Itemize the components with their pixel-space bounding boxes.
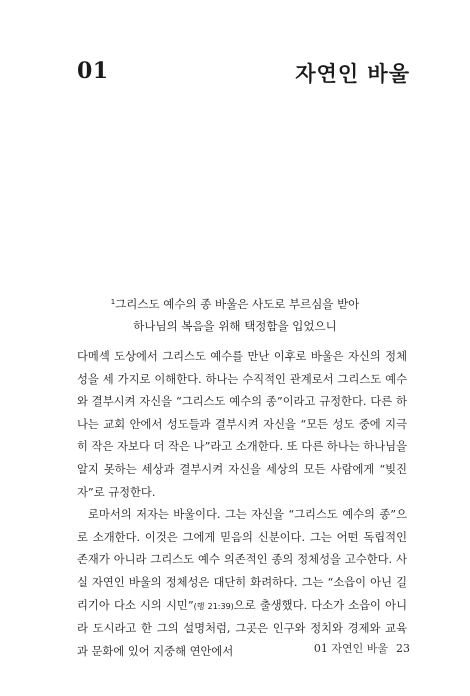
epigraph-line-2: 하나님의 복음을 위해 택정함을 입었으니 bbox=[133, 319, 337, 333]
body-text bbox=[77, 346, 407, 663]
chapter-title: 자연인 바울 bbox=[295, 62, 410, 86]
epigraph-text-1: 그리스도 예수의 종 바울은 사도로 부르심을 받아 bbox=[115, 297, 360, 311]
page-footer bbox=[314, 640, 410, 656]
verse-number: 1 bbox=[110, 298, 116, 306]
chapter-number: 01 bbox=[77, 58, 109, 84]
paragraph-1: 다메섹 도상에서 그리스도 예수를 만난 이후로 바울은 자신의 정체성을 세 가지로 이해한다. 하나는 수직적인 관계로서 그리스도 예수와 결부시켜 자신을 “그리스도 예수의 종”이라고 규정한다. 다른 하나는 교회 안에서 성도들과 결부시켜 자신을 “모든 성도 중에 지극히 작은 자보다 더 작은 나”라고 소개한다. 또 다른 하나는 하나님을 알지 못하는 세상과 결부시켜 자신을 세상의 모든 사람에게 “빚진 자”로 규정한다. bbox=[77, 350, 407, 499]
running-title: 01 자연인 바울 bbox=[313, 642, 388, 655]
paragraph-2-text-b: 으로 출생했다. 다소가 소읍이 아니라 도시라고 한 그의 설명처럼, 그곳은 인구와 정치와 경제와 교육과 문화에 있어 지중해 연안에서 bbox=[77, 598, 407, 658]
epigraph-line-1 bbox=[40, 296, 430, 312]
page-number: 23 bbox=[396, 642, 410, 655]
scripture-reference: (행 21:39) bbox=[193, 601, 234, 611]
paragraph-2-text-a: 로마서의 저자는 바울이다. 그는 자신을 “그리스도 예수의 종”으로 소개한다. 이것은 그에게 믿음의 신분이다. 그는 어떤 독립적인 존재가 아니라 그리스도 예수 의존적인 종의 정체성을 고수한다. 사실 자연인 바울의 정체성은 대단히 화려하다. 그는 “소읍이 아닌 길리기아 다소 시의 시민” bbox=[77, 508, 407, 612]
